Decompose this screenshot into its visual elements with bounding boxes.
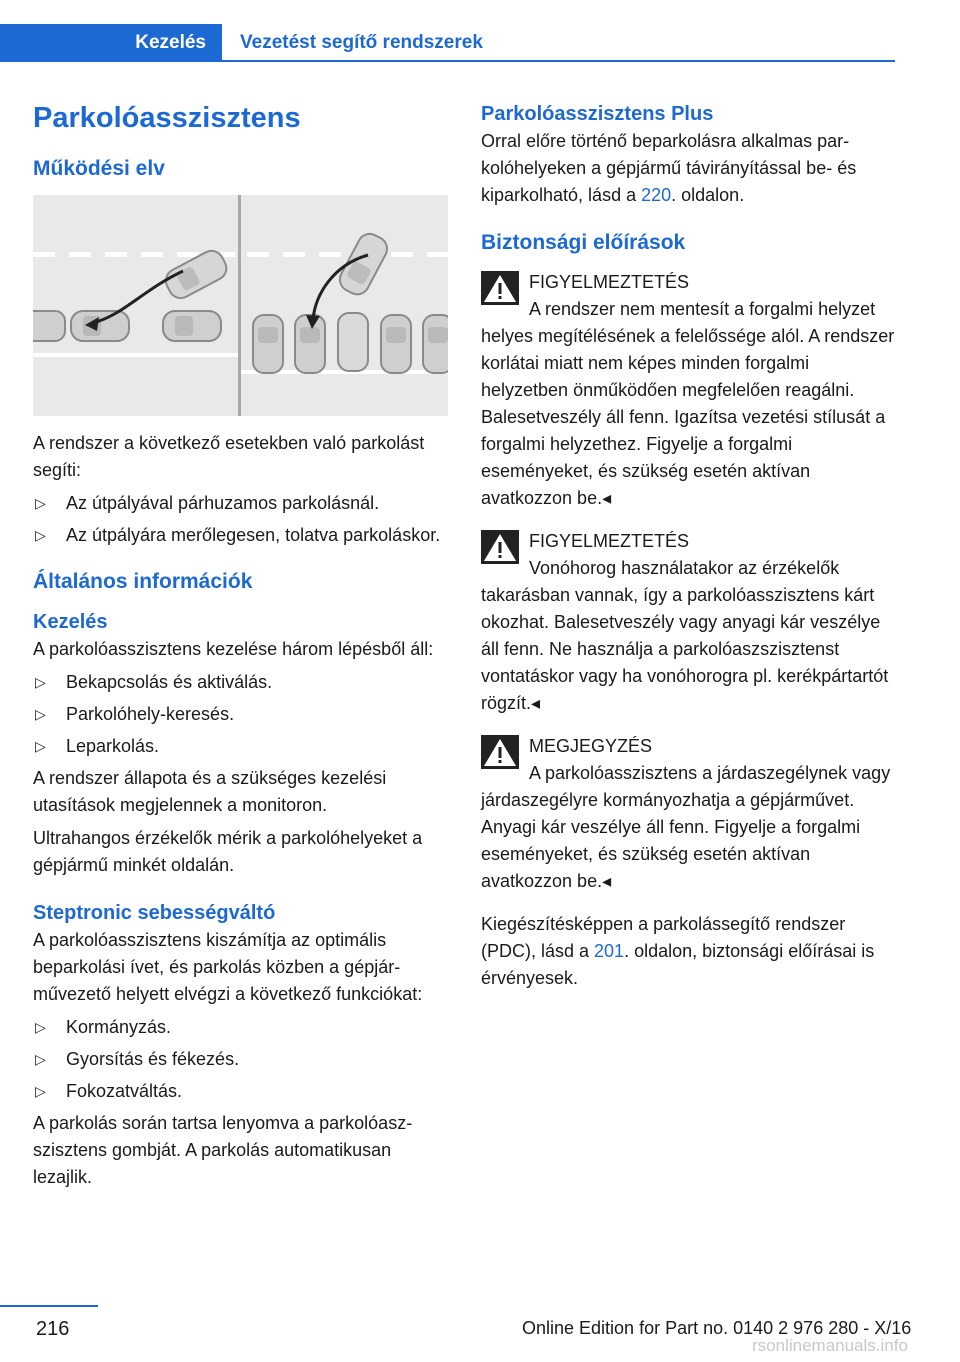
triangle-bullet-icon: ▷ — [35, 1083, 46, 1099]
warning-block — [481, 528, 896, 717]
list-item: ▷ Fokozatváltás. — [33, 1078, 448, 1105]
watermark: rsonlinemanuals.info — [752, 1336, 908, 1355]
note-text: A parkolóasszisztens a járdaszegélynek vagy járdaszegélyre kormányozhatja a gépjárművet. Anyagi kár veszélye áll fenn. Figyelje a forgalmi eseményeket, és szükség esetén aktívan avatkozzon be.◂ — [481, 763, 891, 891]
intro-text: A rendszer a következő esetekben való parkolást segíti: — [33, 433, 425, 480]
warning-triangle-icon — [481, 271, 519, 305]
closing-text: A parkolás során tartsa lenyomva a parkolóaszszisztens gombját. A parkolás automatikusan lezajlik. — [33, 1113, 413, 1187]
page-link-201[interactable]: 201 — [594, 941, 625, 961]
list-item: ▷ Leparkolás. — [33, 733, 448, 760]
triangle-bullet-icon: ▷ — [35, 495, 46, 511]
warning-label: FIGYELMEZTETÉS — [529, 272, 690, 292]
left-column — [33, 100, 448, 1197]
warning-text: A rendszer nem mentesít a forgalmi helyzet helyes megítélésének a felelőssége alól. A rendszer korlátai miatt nem képes minden forgalmi helyzetben önműködően megfelelően reagálni. Balesetveszély áll fenn. Igazítsa vezetési stílusát a forgalmi helyzethez. Figyelje a forgalmi eseményeket, és szükség esetén aktívan avatkozzon be.◂ — [481, 299, 895, 508]
operation-text: A parkolóasszisztens kezelése három lépésből áll: — [33, 639, 434, 659]
list-item: ▷ Bekapcsolás és aktiválás. — [33, 669, 448, 696]
triangle-bullet-icon: ▷ — [35, 1051, 46, 1067]
warning-block — [481, 269, 896, 512]
page-number: 216 — [36, 1318, 70, 1340]
note-label: MEGJEGYZÉS — [529, 736, 653, 756]
sensor-text: Ultrahangos érzékelők mérik a parkolóhelyeket a gépjármű minkét oldalán. — [33, 828, 423, 875]
list-item: ▷ Az útpályával párhuzamos parkolásnál. — [33, 490, 448, 517]
principle-heading: Működési elv — [33, 157, 165, 180]
page-link-220[interactable]: 220 — [641, 185, 672, 205]
warning-triangle-icon — [481, 530, 519, 564]
steptronic-heading: Steptronic sebességváltó — [33, 902, 276, 924]
steptronic-text: A parkolóasszisztens kiszámítja az optimális beparkolási ívet, és parkolás közben a gépjárművezető helyett elvégzi a következő funkciókat: — [33, 930, 423, 1004]
pdc-text: Kiegészítésképpen a parkolássegítő rendszer (PDC), lásd a 201. oldalon, biztonsági előírásai is érvényesek. — [481, 914, 875, 988]
safety-heading: Biztonsági előírások — [481, 231, 686, 254]
triangle-bullet-icon: ▷ — [35, 706, 46, 722]
triangle-bullet-icon: ▷ — [35, 1019, 46, 1035]
tab-kezeles[interactable]: Kezelés — [0, 24, 222, 62]
general-heading: Általános információk — [33, 570, 253, 593]
footer-line — [0, 1305, 98, 1307]
parking-illustration — [33, 195, 448, 416]
tab-divider-line — [222, 60, 895, 62]
triangle-bullet-icon: ▷ — [35, 738, 46, 754]
list-item: ▷ Az útpályára merőlegesen, tolatva parkoláskor. — [33, 522, 448, 549]
note-block — [481, 733, 896, 895]
warning-triangle-icon — [481, 735, 519, 769]
warning-text: Vonóhorog használatakor az érzékelők takarásban vannak, így a parkolóasszisztens kárt okozhat. Balesetveszély vagy anyagi kár veszélye áll fenn. Ne használja a parkolóaszszisztenst vontatáskor vagy ha vonóhorogra pl. kerékpártartót rögzít.◂ — [481, 558, 889, 713]
operation-heading: Kezelés — [33, 611, 108, 633]
list-item: ▷ Parkolóhely-keresés. — [33, 701, 448, 728]
right-column — [481, 100, 896, 998]
page-title: Parkolóasszisztens — [33, 102, 301, 134]
status-text: A rendszer állapota és a szükséges kezelési utasítások megjelennek a monitoron. — [33, 768, 387, 815]
edition-text: Online Edition for Part no. 0140 2 976 280 - X/16 — [522, 1318, 912, 1338]
warning-label: FIGYELMEZTETÉS — [529, 531, 690, 551]
operation-list — [33, 669, 448, 760]
steptronic-list — [33, 1014, 448, 1105]
plus-text: Orral előre történő beparkolásra alkalmas parkolóhelyeken a gépjármű távirányítással be- és kiparkolható, lásd a 220. oldalon. — [481, 131, 857, 205]
triangle-bullet-icon: ▷ — [35, 527, 46, 543]
list-item: ▷ Gyorsítás és fékezés. — [33, 1046, 448, 1073]
list-item: ▷ Kormányzás. — [33, 1014, 448, 1041]
parking-diagram — [33, 195, 448, 416]
tab-vezetest-segito[interactable]: Vezetést segítő rendszerek — [240, 32, 483, 53]
plus-heading: Parkolóasszisztens Plus — [481, 103, 714, 125]
header-tabs — [0, 24, 895, 62]
triangle-bullet-icon: ▷ — [35, 674, 46, 690]
intro-list — [33, 490, 448, 549]
